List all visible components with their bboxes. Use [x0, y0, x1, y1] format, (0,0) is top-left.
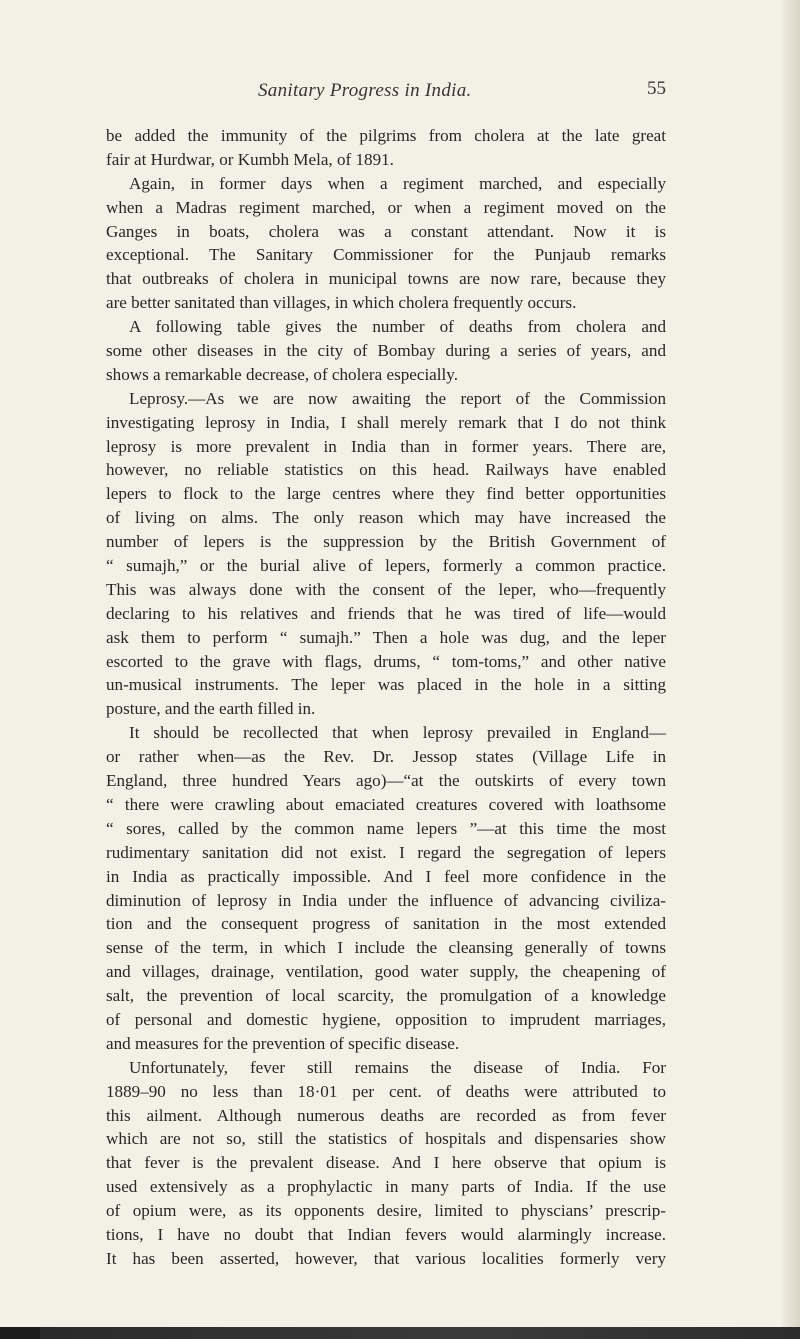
text-line: 1889–90 no less than 18·01 per cent. of deaths were attributed to: [106, 1081, 666, 1101]
text-line: shows a remarkable decrease, of cholera especially.: [106, 364, 458, 384]
text-line: “ sumajh,” or the burial alive of lepers, formerly a common practice.: [106, 556, 666, 576]
paragraph-first-line: Unfortunately, fever still remains the disease of India. For: [129, 1057, 666, 1077]
text-line: investigating leprosy in India, I shall merely remark that I do not think: [106, 412, 666, 432]
text-line: tions, I have no doubt that Indian fevers would alarmingly increase.: [106, 1224, 666, 1244]
text-line: tion and the consequent progress of sanitation in the most extended: [106, 914, 666, 934]
text-line: exceptional. The Sanitary Commissioner for the Punjaub remarks: [106, 245, 666, 265]
text-line: diminution of leprosy in India under the influence of advancing civiliza-: [106, 890, 666, 910]
text-line: un-musical instruments. The leper was placed in the hole in a sitting: [106, 675, 666, 695]
text-line: when a Madras regiment marched, or when a regiment moved on the: [106, 197, 666, 217]
text-line: fair at Hurdwar, or Kumbh Mela, of 1891.: [106, 149, 394, 169]
text-line: salt, the prevention of local scarcity, the promulgation of a knowledge: [106, 986, 666, 1006]
text-line: and measures for the prevention of specific disease.: [106, 1033, 460, 1053]
text-line: of personal and domestic hygiene, opposition to imprudent marriages,: [106, 1009, 666, 1029]
text-line: used extensively as a prophylactic in many parts of India. If the use: [106, 1177, 666, 1197]
paragraph-first-line: Leprosy.—As we are now awaiting the report of the Commission: [129, 388, 666, 408]
text-line: This was always done with the consent of the leper, who—frequently: [106, 579, 666, 599]
text-line: and villages, drainage, ventilation, good water supply, the cheapening of: [106, 962, 666, 982]
text-line: declaring to his relatives and friends that he was tired of life—would: [106, 603, 666, 623]
text-line: which are not so, still the statistics of hospitals and dispensaries show: [106, 1129, 666, 1149]
running-title: Sanitary Progress in India.: [258, 80, 472, 101]
page-header: [106, 80, 666, 110]
text-line: in India as practically impossible. And I feel more confidence in the: [106, 866, 666, 886]
text-line: of living on alms. The only reason which may have increased the: [106, 508, 666, 528]
text-line: lepers to flock to the large centres where they find better opportunities: [106, 484, 666, 504]
text-line: number of lepers is the suppression by the British Government of: [106, 532, 666, 552]
paragraph-first-line: Again, in former days when a regiment marched, and especially: [129, 173, 666, 193]
text-line: It has been asserted, however, that various localities formerly very: [106, 1248, 666, 1268]
text-line: posture, and the earth filled in.: [106, 699, 316, 719]
paragraph-first-line: A following table gives the number of deaths from cholera and: [129, 317, 666, 337]
paragraph-first-line: It should be recollected that when leprosy prevailed in England—: [129, 723, 666, 743]
scan-bottom-border: [0, 1327, 800, 1339]
text-line: however, no reliable statistics on this head. Railways have enabled: [106, 460, 666, 480]
text-line: or rather when—as the Rev. Dr. Jessop states (Village Life in: [106, 747, 666, 767]
page-edge-shadow: [782, 0, 800, 1339]
text-line: escorted to the grave with flags, drums, “ tom-toms,” and other native: [106, 651, 666, 671]
text-line: sense of the term, in which I include the cleansing generally of towns: [106, 938, 666, 958]
text-line: be added the immunity of the pilgrims from cholera at the late great: [106, 126, 666, 145]
text-line: this ailment. Although numerous deaths are recorded as from fever: [106, 1105, 666, 1125]
text-line: leprosy is more prevalent in India than in former years. There are,: [106, 436, 666, 456]
text-line: Ganges in boats, cholera was a constant attendant. Now it is: [106, 221, 666, 241]
text-line: ask them to perform “ sumajh.” Then a hole was dug, and the leper: [106, 627, 666, 647]
text-line: of opium were, as its opponents desire, limited to physcians’ prescrip-: [106, 1201, 666, 1221]
text-line: that outbreaks of cholera in municipal towns are now rare, because they: [106, 269, 666, 289]
text-line: some other diseases in the city of Bombay during a series of years, and: [106, 341, 666, 361]
text-line: are better sanitated than villages, in which cholera frequently occurs.: [106, 293, 577, 313]
body-text: [106, 124, 666, 1271]
text-line: “ there were crawling about emaciated creatures covered with loathsome: [106, 794, 666, 814]
text-line: “ sores, called by the common name lepers ”—at this time the most: [106, 818, 666, 838]
text-line: England, three hundred Years ago)—“at the outskirts of every town: [106, 771, 666, 791]
text-line: that fever is the prevalent disease. And I here observe that opium is: [106, 1153, 666, 1173]
page-number: 55: [647, 78, 666, 99]
text-line: rudimentary sanitation did not exist. I regard the segregation of lepers: [106, 842, 666, 862]
